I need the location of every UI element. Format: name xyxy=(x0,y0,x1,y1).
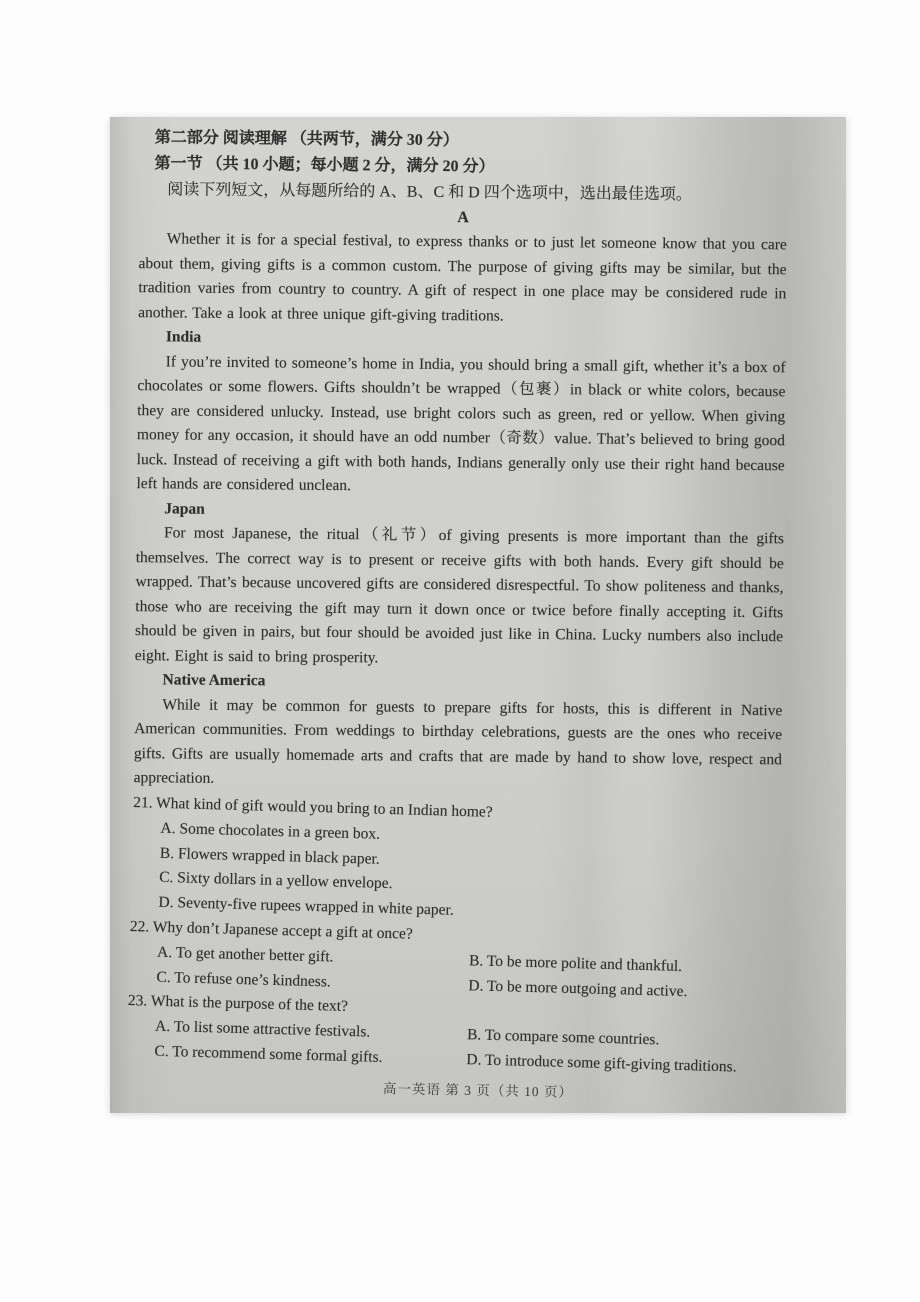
section-title: 第一节 （共 10 小题；每小题 2 分，满分 20 分） xyxy=(154,155,495,176)
question-text: 22. Why don’t Japanese accept a gift at once? xyxy=(129,917,414,943)
passage-section-text-india: If you’re invited to someone’s home in India, you should bring a small gift, whether it’s a box of chocolates or some flowers. Gifts shouldn’t be wrapped（包裹）in black or white colors, because they are considered unlucky. Instead, use bright colors such as green, red or yellow. When giving money for any occasion, it should have an odd number（奇数）value. That’s believed to bring good luck. Instead of receiving a gift with both hands, Indians generally only use their right hand because left hands are considered unclean. xyxy=(136,352,786,495)
question-option: D. Seventy-five rupees wrapped in white paper. xyxy=(158,893,454,919)
question-21 xyxy=(130,791,781,932)
instructions: 阅读下列短文，从每题所给的 A、B、C 和 D 四个选项中，选出最佳选项。 xyxy=(167,181,692,204)
question-option: C. Sixty dollars in a yellow envelope. xyxy=(158,868,393,892)
question-option: A. Some chocolates in a green box. xyxy=(160,819,381,843)
passage-section-heading-native-america: Native America xyxy=(162,671,266,690)
passage-section-text-japan: For most Japanese, the ritual（礼节）of giving presents is more important than the gifts themselves. The correct way is to present or receive gifts with both hands. Every gift should be wrapped. That’s because uncovered gifts are considered disrespectful. To show politeness and thanks, those who are receiving the gift may turn it down once or twice before finally accepting it. Gifts should be given in pairs, but four should be avoided just like in China. Lucky numbers also include eight. Eight is said to bring prosperity. xyxy=(134,524,785,666)
question-text: 23. What is the purpose of the text? xyxy=(127,991,349,1015)
page-footer: 高一英语 第 3 页（共 10 页） xyxy=(382,1081,574,1100)
question-text: 21. What kind of gift would you bring to an Indian home? xyxy=(132,793,493,821)
passage-intro: Whether it is for a special festival, to express thanks or to just let someone know that you care about them, giving gifts is a common custom. The purpose of giving gifts may be similar, but the tradition varies from country to country. A gift of respect in one place may be considered rude in another. Take a look at three unique gift-giving traditions. xyxy=(138,230,787,325)
question-option: C. To recommend some formal gifts. xyxy=(154,1042,383,1066)
question-option: B. To be more polite and thankful. xyxy=(468,951,683,975)
question-option: D. To introduce some gift-giving traditions. xyxy=(466,1050,737,1075)
part-title: 第二部分 阅读理解 （共两节，满分 30 分） xyxy=(154,129,459,150)
passage-section-heading-india: India xyxy=(165,328,202,346)
question-option: A. To list some attractive festivals. xyxy=(154,1017,371,1041)
passage-label: A xyxy=(457,209,469,227)
page-content xyxy=(110,117,846,1075)
passage-section-heading-japan: Japan xyxy=(164,499,205,518)
question-option: D. To be more outgoing and active. xyxy=(468,976,688,1000)
questions-block xyxy=(126,791,781,1081)
passage-section-text-native-america: While it may be common for guests to prepare gifts for hosts, this is different in Native American communities. From weddings to birthday celebrations, guests are the ones who receive gifts. Gifts are usually homemade arts and crafts that are made by hand to show love, respect and appreciation. xyxy=(133,695,783,787)
question-option: C. To refuse one’s kindness. xyxy=(156,967,331,990)
exam-paper-page xyxy=(110,117,846,1113)
question-option: A. To get another better gift. xyxy=(156,943,334,965)
question-option: B. Flowers wrapped in black paper. xyxy=(159,843,380,867)
question-option: B. To compare some countries. xyxy=(466,1025,660,1049)
